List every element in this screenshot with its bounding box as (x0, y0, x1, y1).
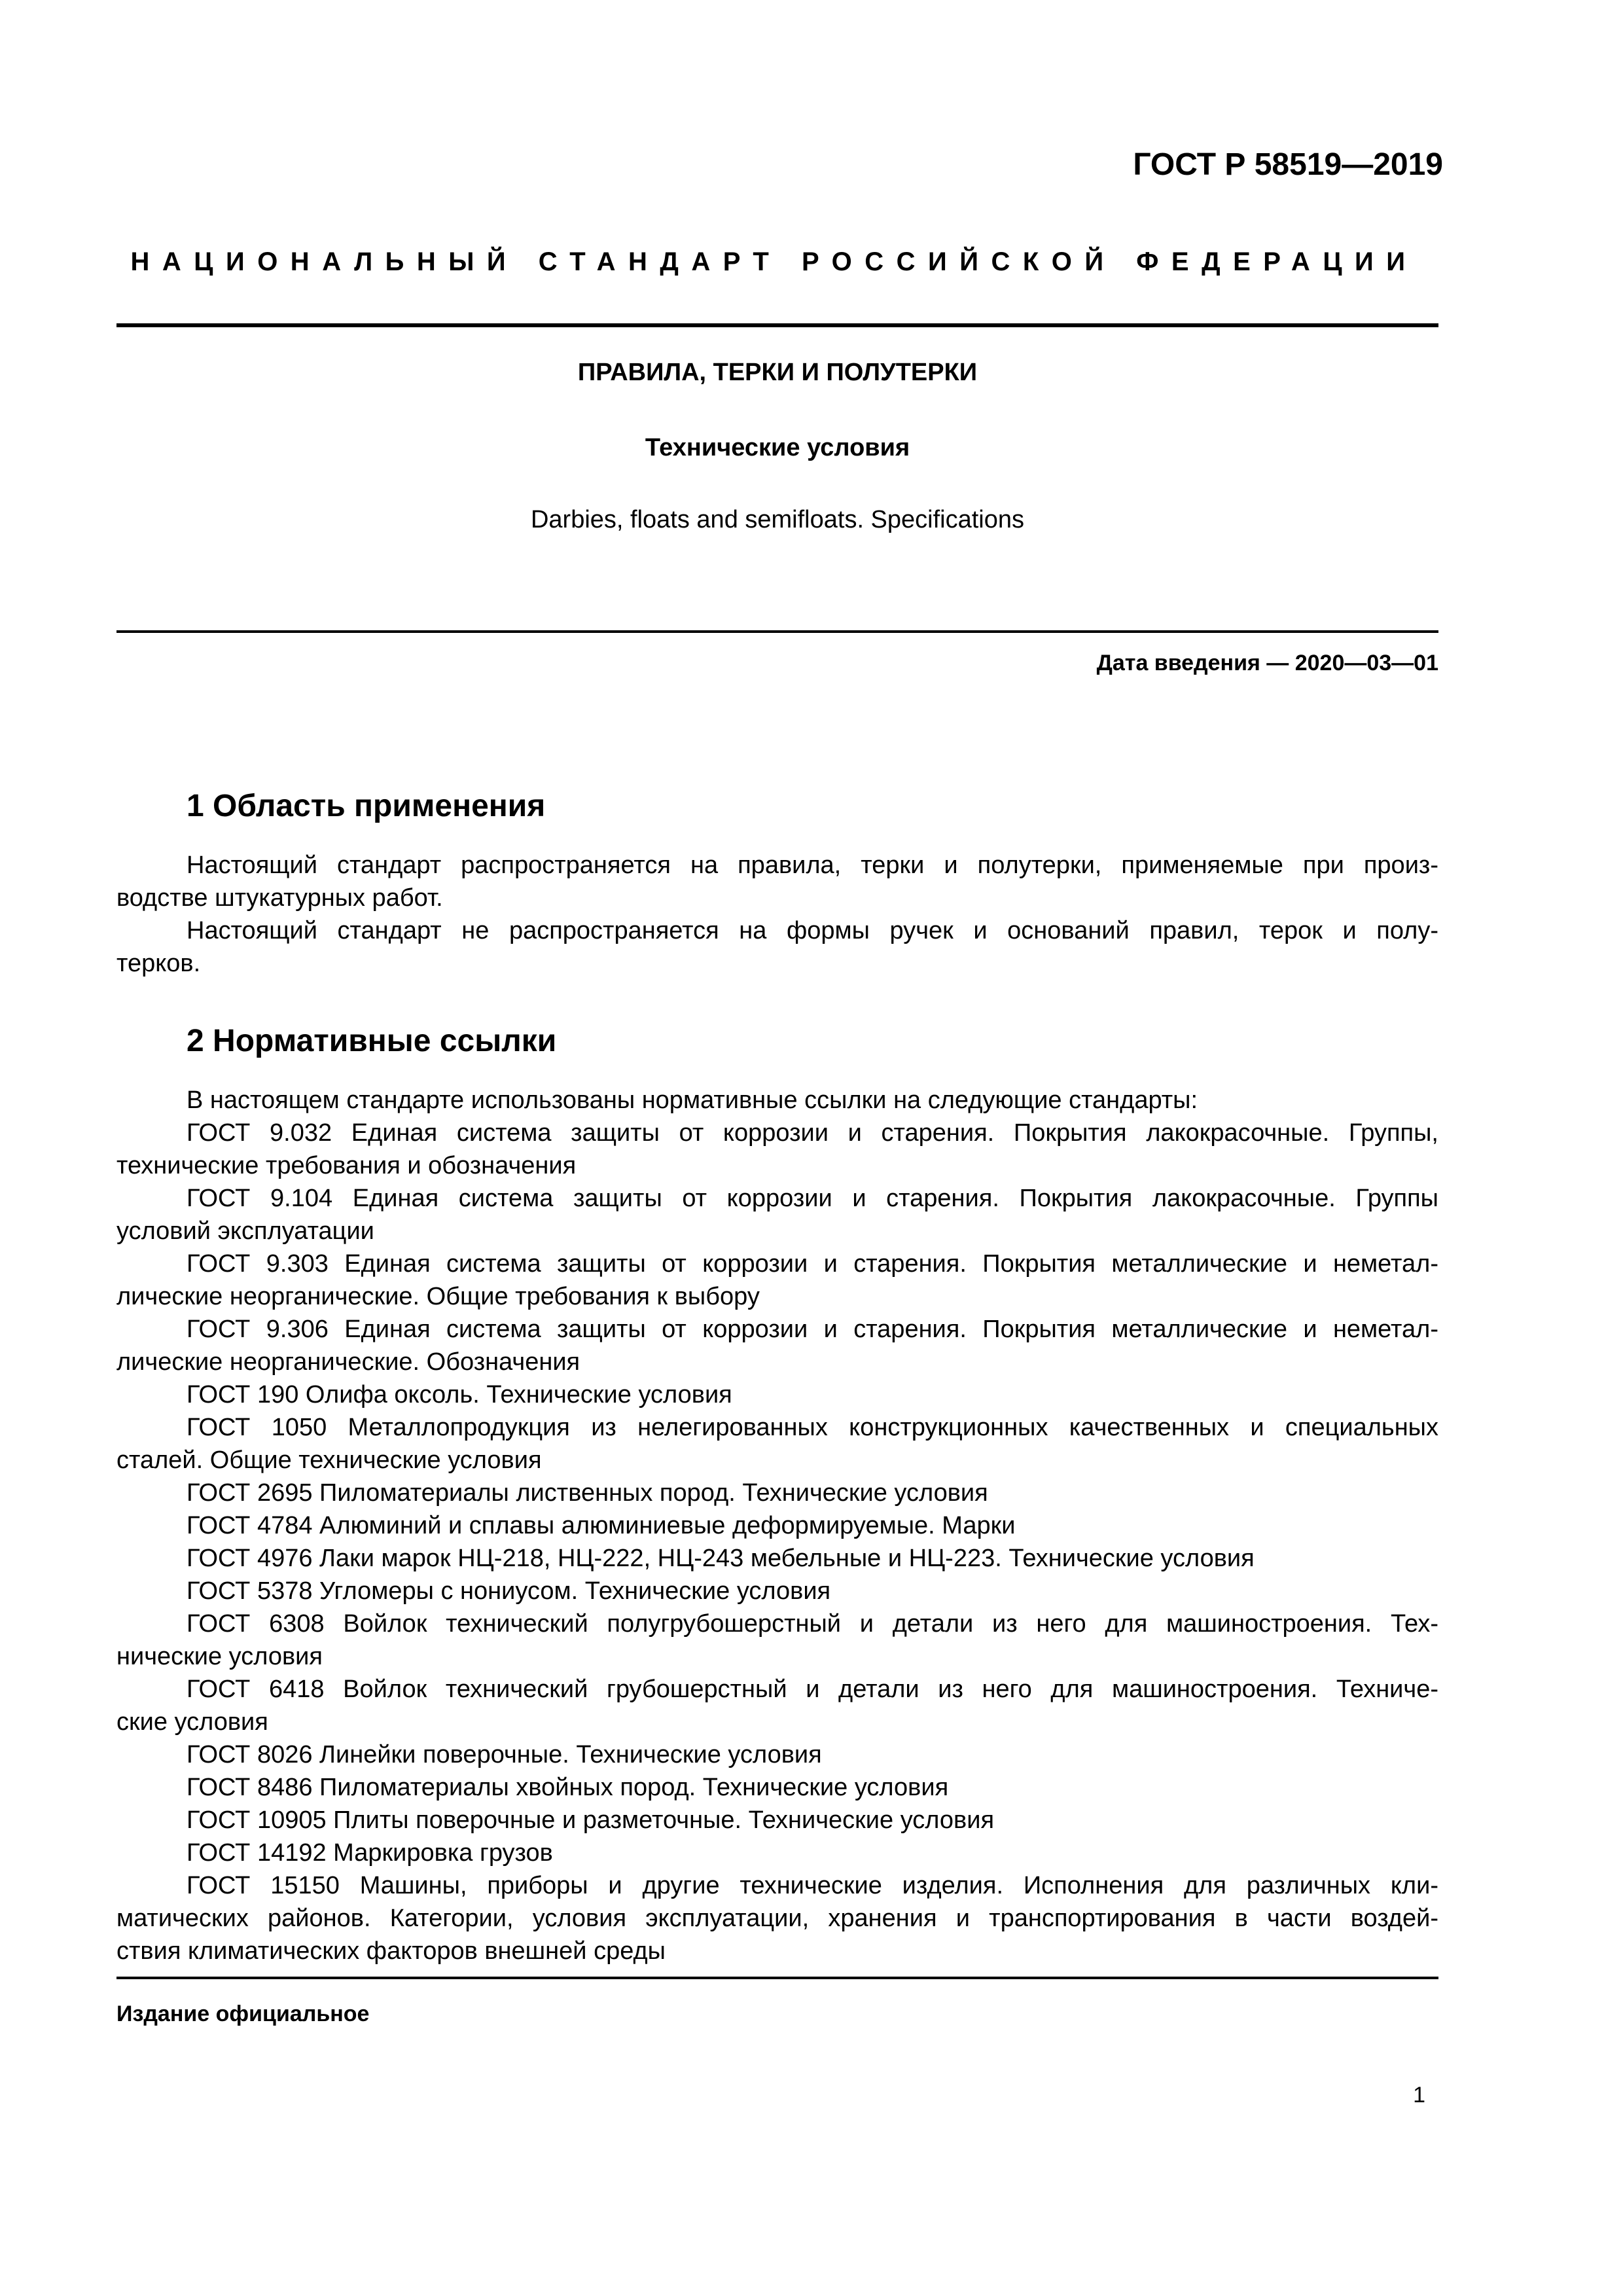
reference-line: ГОСТ 9.306 Единая система защиты от коррозии и старения. Покрытия металлические и неметал- (187, 1316, 1438, 1343)
reference-line: ГОСТ 5378 Угломеры с нониусом. Технические условия (187, 1577, 831, 1605)
introduction-date: Дата введения — 2020—03—01 (1096, 651, 1438, 675)
english-title: Darbies, floats and semifloats. Specifications (530, 506, 1025, 533)
footer-divider (116, 1977, 1438, 1979)
reference-line: ГОСТ 15150 Машины, приборы и другие технические изделия. Исполнения для различных кли- (187, 1872, 1438, 1899)
reference-line: технические требования и обозначения (116, 1152, 577, 1179)
section-2-body (116, 1084, 1438, 1967)
text-line: водстве штукатурных работ. (116, 884, 443, 912)
reference-line: ГОСТ 1050 Металлопродукция из нелегированных конструкционных качественных и специальных (187, 1414, 1438, 1441)
reference-line: ГОСТ 6418 Войлок технический грубошерстный и детали из него для машиностроения. Техниче- (187, 1676, 1438, 1703)
document-code: ГОСТ Р 58519—2019 (1133, 147, 1443, 182)
reference-line: ГОСТ 4976 Лаки марок НЦ-218, НЦ-222, НЦ-243 мебельные и НЦ-223. Технические условия (187, 1545, 1255, 1572)
section-1-body (116, 849, 1438, 980)
reference-line: ствия климатических факторов внешней среды (116, 1937, 666, 1965)
text-line: терков. (116, 950, 201, 977)
reference-line: лические неорганические. Обозначения (116, 1348, 580, 1376)
reference-line: ГОСТ 8486 Пиломатериалы хвойных пород. Технические условия (187, 1774, 949, 1801)
text-line: Настоящий стандарт не распространяется на формы ручек и оснований правил, терок и полу- (187, 917, 1438, 944)
reference-line: матических районов. Категории, условия эксплуатации, хранения и транспортирования в части воздей- (116, 1905, 1438, 1932)
reference-line: условий эксплуатации (116, 1217, 374, 1245)
reference-line: ГОСТ 9.104 Единая система защиты от коррозии и старения. Покрытия лакокрасочные. Группы (187, 1185, 1438, 1212)
reference-line: лические неорганические. Общие требования к выбору (116, 1283, 760, 1310)
subtitle: Технические условия (645, 434, 910, 461)
reference-line: нические условия (116, 1643, 323, 1670)
page-number: 1 (1413, 2083, 1425, 2108)
reference-line: ГОСТ 2695 Пиломатериалы лиственных пород. Технические условия (187, 1479, 988, 1507)
section-1-heading: 1 Область применения (187, 789, 546, 823)
official-edition-note: Издание официальное (116, 2001, 370, 2026)
reference-line: сталей. Общие технические условия (116, 1446, 542, 1474)
text-line: Настоящий стандарт распространяется на правила, терки и полутерки, применяемые при произ- (187, 852, 1438, 879)
reference-line: ские условия (116, 1708, 268, 1736)
main-title: ПРАВИЛА, ТЕРКИ И ПОЛУТЕРКИ (577, 359, 978, 386)
reference-line: ГОСТ 9.032 Единая система защиты от коррозии и старения. Покрытия лакокрасочные. Группы, (187, 1119, 1438, 1147)
reference-line: ГОСТ 190 Олифа оксоль. Технические условия (187, 1381, 732, 1408)
reference-line: ГОСТ 9.303 Единая система защиты от коррозии и старения. Покрытия металлические и неметал- (187, 1250, 1438, 1278)
title-divider (116, 630, 1438, 633)
reference-line: ГОСТ 14192 Маркировка грузов (187, 1839, 553, 1867)
reference-line: ГОСТ 10905 Плиты поверочные и разметочные. Технические условия (187, 1806, 995, 1834)
reference-line: ГОСТ 8026 Линейки поверочные. Технические условия (187, 1741, 822, 1768)
header-divider (116, 323, 1438, 327)
section-2-heading: 2 Нормативные ссылки (187, 1024, 557, 1058)
text-line: В настоящем стандарте использованы нормативные ссылки на следующие стандарты: (187, 1086, 1198, 1114)
reference-line: ГОСТ 4784 Алюминий и сплавы алюминиевые деформируемые. Марки (187, 1512, 1016, 1539)
national-standard-banner: НАЦИОНАЛЬНЫЙ СТАНДАРТ РОССИЙСКОЙ ФЕДЕРАЦИИ (130, 247, 1418, 276)
reference-line: ГОСТ 6308 Войлок технический полугрубошерстный и детали из него для машиностроения. Тех- (187, 1610, 1438, 1638)
